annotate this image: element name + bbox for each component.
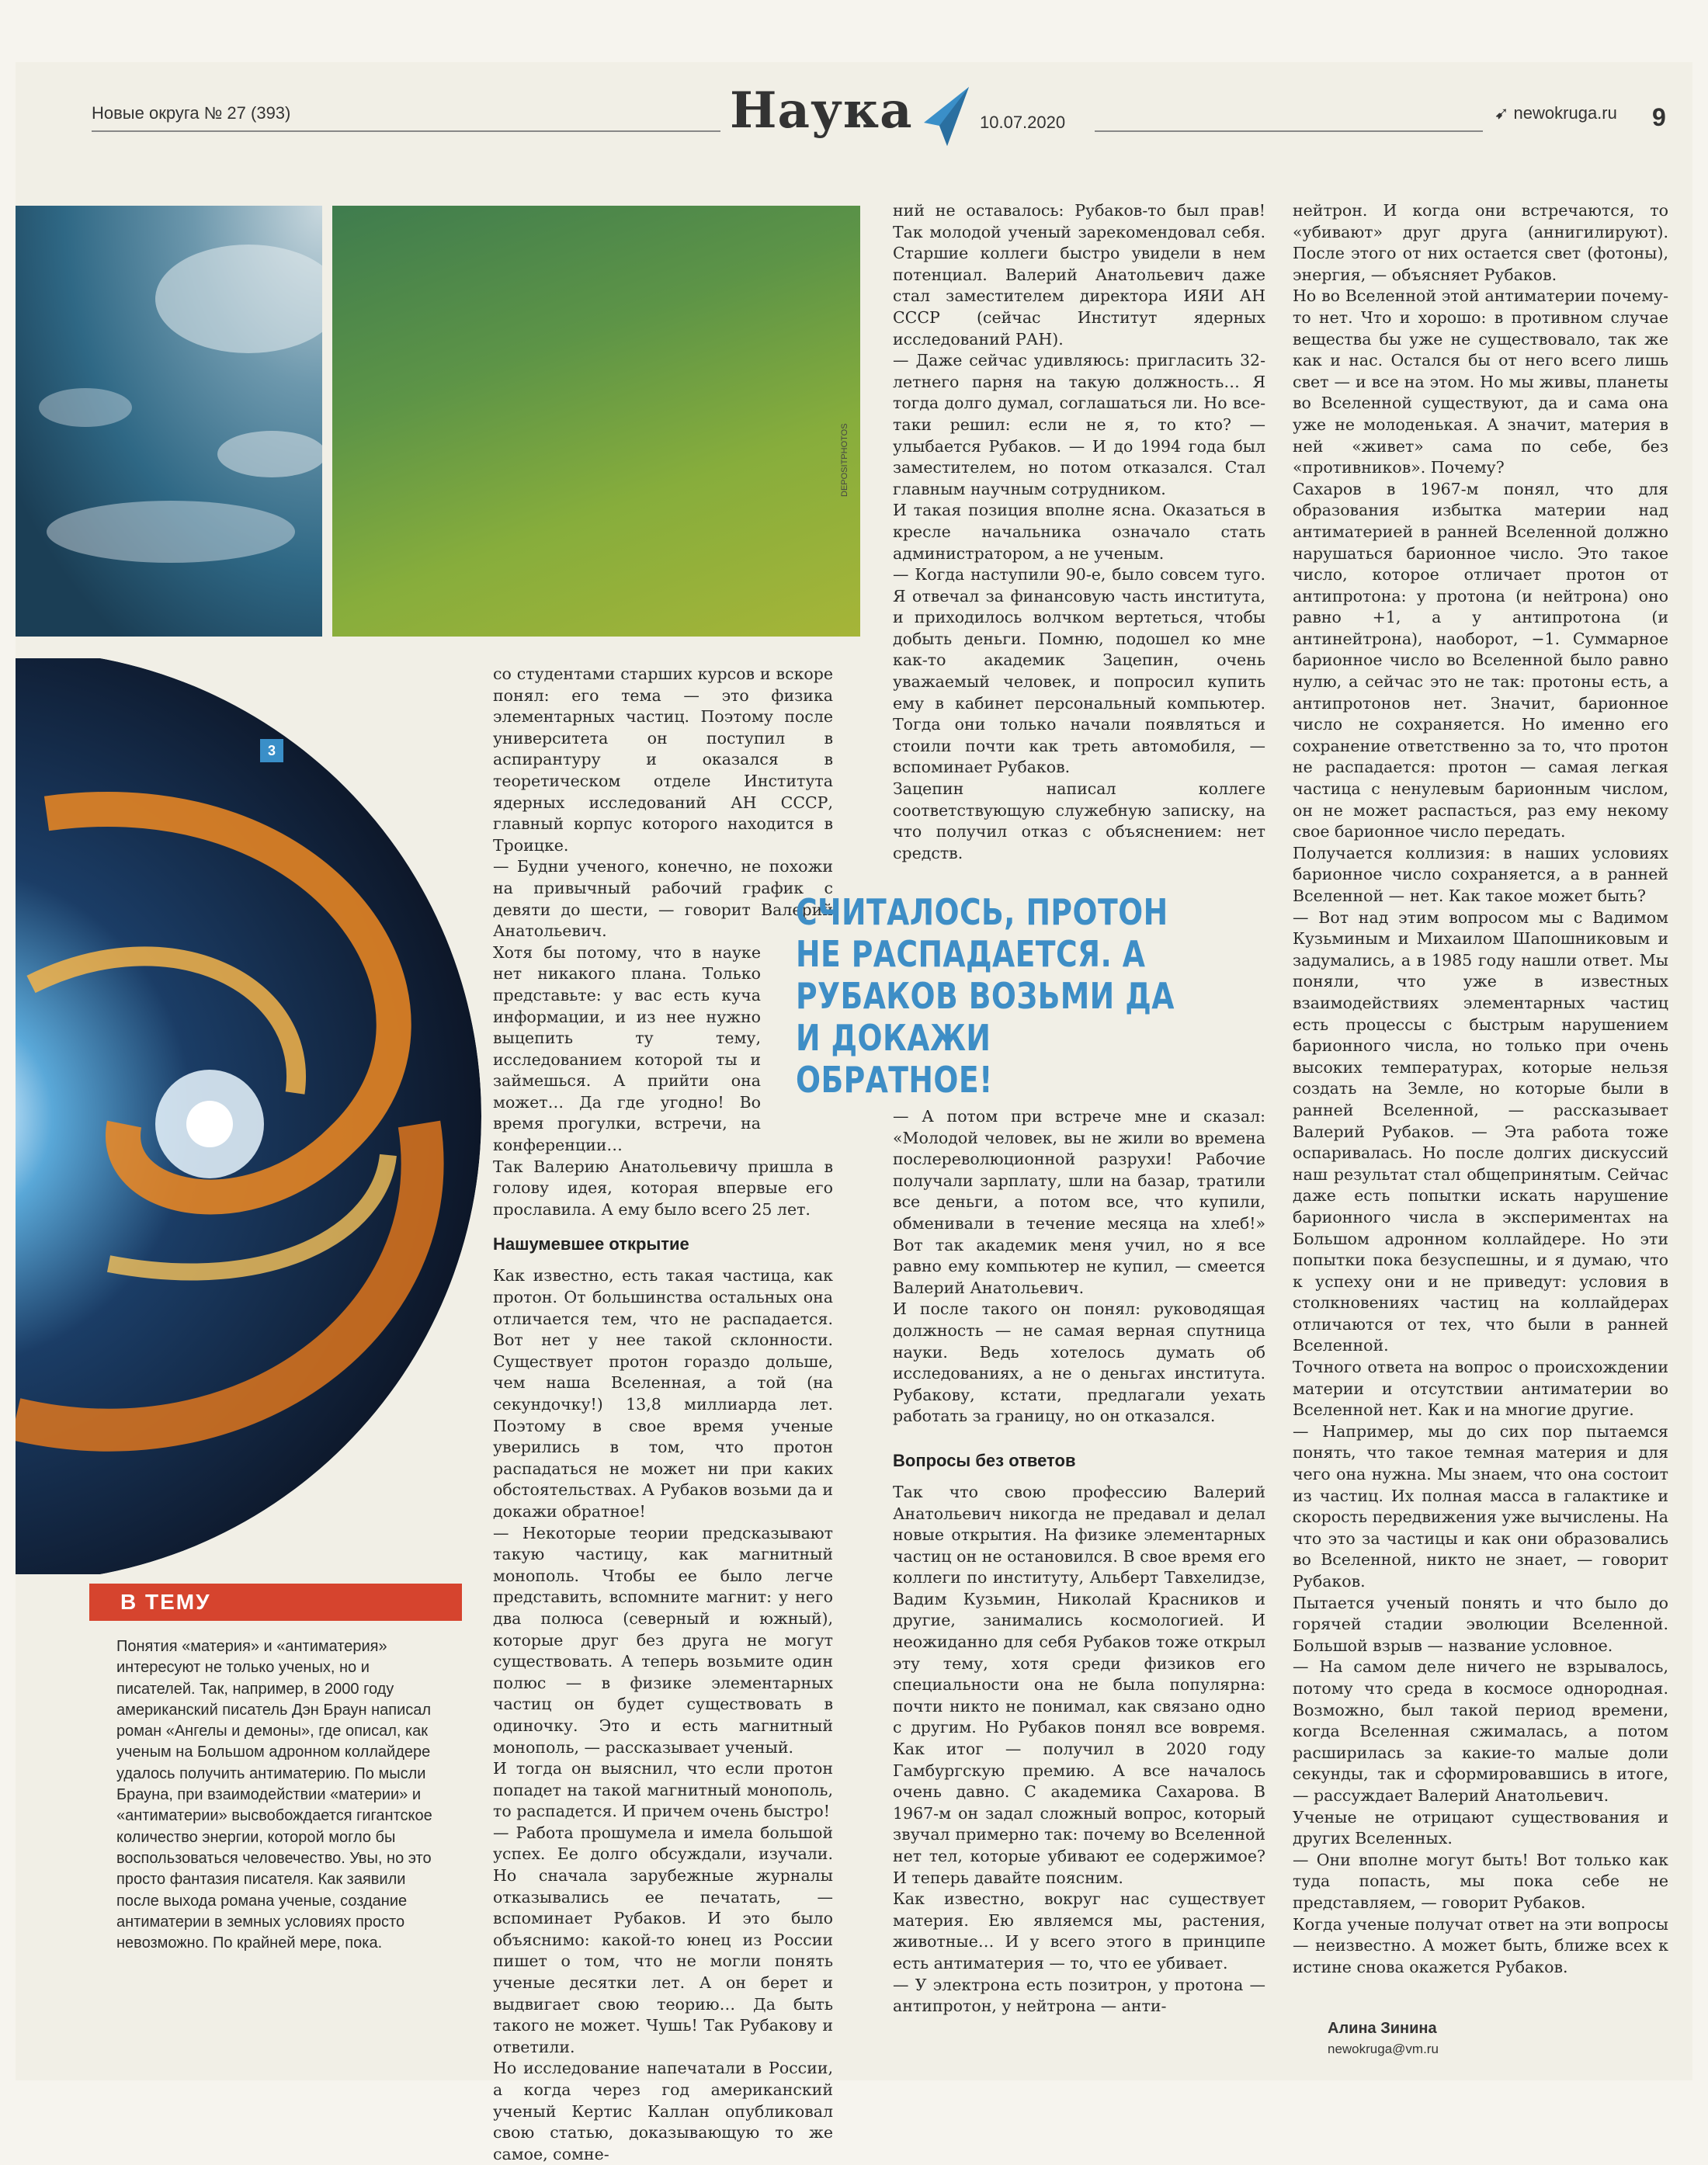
site-label: newokruga.ru bbox=[1513, 103, 1617, 123]
paragraph: Точного ответа на вопрос о происхождении материи и отсутствии антиматерии во Вселенной нет. Как и на многие другие. bbox=[1293, 1358, 1668, 1420]
subheading: Нашумевшее открытие bbox=[493, 1234, 689, 1254]
paragraph: Когда ученые получат ответ на эти вопросы — неизвестно. А может быть, ближе всех к истине снова окажется Рубаков. bbox=[1293, 1914, 1668, 1976]
paragraph: — Они вполне могут быть! Вот только как туда попасть, мы пока себе не представляем, — говорит Рубаков. bbox=[1293, 1850, 1668, 1912]
paragraph: — Когда наступили 90-е, было совсем туго. Я отвечал за финансовую часть института, и приходилось волчком вертеться, чтобы добыть деньги. Помню, подошел ко мне как-то академик Зацепин, очень уважаемый человек, и попросил купить ему в кабинет персональный компьютер. Тогда они только начали появляться и стоили почти как треть автомобиля, — вспоминает Рубаков. bbox=[893, 565, 1265, 777]
earth-photo bbox=[16, 206, 322, 637]
section-title: Наука bbox=[730, 82, 913, 140]
photo-credit: DEPOSITPHOTOS bbox=[840, 423, 849, 497]
site-link[interactable]: ➹ newokruga.ru bbox=[1494, 103, 1617, 123]
paragraph: Но во Вселенной этой антиматерии почему-то нет. Что и хорошо: в противном случае вещества бы уже не существовало, так же как и нас. Остался бы от него всего лишь свет — и все на этом. Но мы живы, планеты во Вселенной существуют, да и сама она уже не молоденькая. А значит, материя в ней «живет» сама по себе, без «противников». Почему? bbox=[1293, 286, 1668, 477]
paragraph: — Некоторые теории предсказывают такую частицу, как магнитный монополь. Чтобы ее было легче представить, вспомните магнит: у него два полюса (северный и южный), которые друг без друга не могут существовать. А теперь возьмите один полюс — в физике элементарных частиц он будет существовать в одиночку. Это и есть магнитный монополь, — рассказывает ученый. bbox=[493, 1523, 833, 1757]
paragraph: со студентами старших курсов и вскоре понял: его тема — это физика элементарных частиц. Поэтому после университета он поступил в аспирантуру и оказался в теоретическом отделе Института ядерных исследований АН СССР, главный корпус которого находится в Троицке. bbox=[493, 664, 833, 855]
author-name: Алина Зинина bbox=[1328, 2020, 1437, 2037]
paragraph: Так что свою профессию Валерий Анатольевич никогда не предавал и делал новые открытия. На физике элементарных частиц он не остановился. В свое время его коллеги по институту, Альберт Тавхелидзе, Вадим Кузьмин, Николай Красников и другие, занимались космологией. И неожиданно для себя Рубаков тоже открыл эту тему, хотя среди физиков его специальности она не была популярна: почти никто не понимал, как связано одно с другим. Но Рубаков понял все вовремя. Как итог — получил в 2020 году Гамбургскую премию. А все началось очень давно. С академика Сахарова. В 1967-м он задал сложный вопрос, который звучал примерно так: почему во Вселенной нет тел, которые убивают ее содержимое? И теперь давайте поясним. bbox=[893, 1482, 1265, 1887]
column-2 bbox=[893, 200, 1265, 864]
issue-date: 10.07.2020 bbox=[980, 113, 1066, 132]
paragraph: — Работа прошумела и имела большой успех. Ее долго обсуждали, изучали. Но сначала зарубежные журналы отказывались ее печатать, — вспоминает Рубаков. И это было объяснимо: какой-то юнец из России пишет о том, что не могли понять ученые десятки лет. А он берет и выдвигает свою теорию… Да быть такого не может. Чушь! Так Рубакову и ответили. bbox=[493, 1823, 833, 2056]
paragraph: нейтрон. И когда они встречаются, то «убивают» друг друга (аннигилируют). После этого от них остается свет (фотоны), энергия, — объясняет Рубаков. bbox=[1293, 201, 1668, 284]
pull-quote: СЧИТАЛОСЬ, ПРОТОН НЕ РАСПАДАЕТСЯ. А РУБАКОВ ВОЗЬМИ ДА И ДОКАЖИ ОБРАТНОЕ! bbox=[796, 891, 1175, 1101]
galaxy-photo bbox=[16, 658, 497, 1574]
header-rule-right bbox=[1095, 130, 1483, 132]
paragraph: Пытается ученый понять и что было до горячей стадии эволюции Вселенной. Большой взрыв — название условное. bbox=[1293, 1593, 1668, 1655]
paragraph: Так Валерию Анатольевичу пришла в голову идея, которая впервые его прославила. А ему было всего 25 лет. bbox=[493, 1157, 833, 1219]
edition-label: Новые округа № 27 (393) bbox=[92, 103, 291, 123]
paragraph: — Например, мы до сих пор пытаемся понять, что такое темная материя и для чего она нужна. Мы знаем, что она состоит из частиц. Их полная масса в галактике и скорость передвижения уже вычислены. На что это за частицы и как они образовались во Вселенной, никто не знает, — говорит Рубаков. bbox=[1293, 1421, 1668, 1591]
paragraph: ний не оставалось: Рубаков-то был прав! Так молодой ученый зарекомендовал себя. Старшие коллеги быстро увидели в нем потенциал. Валерий Анатольевич даже стал заместителем директора ИЯИ АН СССР (сейчас Институт ядерных исследований РАН). bbox=[893, 201, 1265, 349]
paragraph: Хотя бы потому, что в науке нет никакого плана. Только представьте: у вас есть куча информации, и из нее нужно выцепить ту тему, исследованием которой ты и займешься. А прийти она может… Да где угодно! Во время прогулки, встречи, на конференции… bbox=[493, 942, 761, 1155]
header-rule-left bbox=[92, 130, 720, 132]
sidebar-text: Понятия «материя» и «антиматерия» интересуют не только ученых, но и писателей. Так, например, в 2000 году американский писатель Дэн Браун написал роман «Ангелы и демоны», где описал, как ученым на Большом адронном коллайдере удалось получить антиматерию. По мысли Брауна, при взаимодействии «материи» и «антиматерии» высвобождается гигантское количество энергии, которой могло бы воспользоваться человечество. Увы, но это просто фантазия писателя. Как заявили после выхода романа ученые, создание антиматерии в земных условиях просто невозможно. По крайней мере, пока. bbox=[116, 1638, 432, 1952]
author-email[interactable]: newokruga@vm.ru bbox=[1328, 2042, 1439, 2056]
paper-plane-icon bbox=[908, 85, 970, 147]
paragraph: — У электрона есть позитрон, у протона — антипротон, у нейтрона — анти- bbox=[893, 1975, 1265, 2016]
column-2-lower bbox=[893, 1106, 1265, 2018]
subheading: Вопросы без ответов bbox=[893, 1450, 1076, 1470]
green-texture-photo bbox=[332, 206, 860, 637]
paragraph: Получается коллизия: в наших условиях барионное число сохраняется, а в ранней Вселенной — нет. Как такое может быть? bbox=[1293, 843, 1668, 905]
earth-illustration bbox=[16, 206, 322, 637]
paragraph: — Будни ученого, конечно, не похожи на привычный рабочий график с девяти до шести, — говорит Валерий Анатольевич. bbox=[493, 857, 833, 941]
page-number: 9 bbox=[1652, 103, 1666, 131]
paragraph: Как известно, вокруг нас существует материя. Ею являемся мы, растения, животные… И у всего этого в принципе есть антиматерия — то, что ее убивает. bbox=[893, 1889, 1265, 1972]
paragraph: — На самом деле ничего не взрывалось, потому что среда в космосе однородная. Возможно, был такой период времени, когда Вселенная сжималась, а потом расширилась за какие-то малые доли секунды, так и сформировавшись в итоге, — рассуждает Валерий Анатольевич. bbox=[1293, 1657, 1668, 1805]
paragraph: И тогда он выяснил, что если протон попадет на такой магнитный монополь, то распадется. И причем очень быстро! bbox=[493, 1759, 833, 1821]
paragraph: — Даже сейчас удивляюсь: пригласить 32-летнего парня на такую должность… Я тогда долго думал, соглашаться ли. Но все-таки решил: если не я, то кто? — улыбается Рубаков. — И до 1994 года был заместителем, но потом отказался. Стал главным научным сотрудником. bbox=[893, 351, 1265, 498]
column-3 bbox=[1293, 200, 1668, 1978]
paragraph: Ученые не отрицают существования и других Вселенных. bbox=[1293, 1807, 1668, 1848]
paragraph: И после такого он понял: руководящая должность — не самая верная спутница науки. Ведь хотелось думать об исследованиях, а не о деньгах института. Рубакову, кстати, предлагали уехать работать за границу, но он отказался. bbox=[893, 1299, 1265, 1426]
paragraph: И такая позиция вполне ясна. Оказаться в кресле начальника означало стать администратором, а не ученым. bbox=[893, 501, 1265, 563]
galaxy-illustration bbox=[16, 658, 497, 1574]
paragraph: Зацепин написал коллеге соответствующую служебную записку, на что получил отказ с объяснением: нет средств. bbox=[893, 779, 1265, 862]
sidebar-heading: В ТЕМУ bbox=[89, 1584, 462, 1621]
paragraph: — Вот над этим вопросом мы с Вадимом Кузьминым и Михаилом Шапошниковым и задумались, а в 1985 году нашли ответ. Мы поняли, что уже в известных взаимодействиях элементарных частиц есть процессы с быстрым нарушением барионного числа, но только при очень высоких температурах, которые нельзя создать на Земле, но которые были в ранней Вселенной, — рассказывает Валерий Рубаков. — Эта работа тоже оспаривалась. Но после долгих дискуссий наш результат стал общепринятым. Сейчас даже есть попытки искать нарушение барионного числа в экспериментах на Большом адронном коллайдере. Но эти попытки пока безуспешны, и я думаю, что к успеху они и не приведут: условия в столкновениях частиц на коллайдерах отличаются от тех, что были в ранней Вселенной. bbox=[1293, 907, 1668, 1355]
image-number-badge: 3 bbox=[260, 739, 283, 762]
column-1 bbox=[493, 664, 833, 2165]
paragraph: — А потом при встрече мне и сказал: «Молодой человек, вы не жили во времена послереволюционной разрухи! Рабочие получали зарплату, шли на базар, тратили все деньги, а потом все, что купили, обменивали в течение месяца на хлеб!» Вот так академик меня учил, но я все равно ему компьютер не купил, — смеется Валерий Анатольевич. bbox=[893, 1107, 1265, 1297]
paragraph: Как известно, есть такая частица, как протон. От большинства остальных она отличается тем, что не распадается. Вот нет у нее такой склонности. Существует протон гораздо дольше, чем наша Вселенная, а той (на секундочку!) 13,8 миллиарда лет. Поэтому в свое время ученые уверились в том, что протон распадаться не может ни при каких обстоятельствах. А Рубаков возьми да и докажи обратное! bbox=[493, 1266, 833, 1521]
paragraph: Сахаров в 1967-м понял, что для образования избытка материи над антиматерией в ранней Вселенной должно нарушаться барионное число. Это такое число, которое отличает протон от антипротона: у протона (и нейтрона) оно равно +1, а у антипротона (и антинейтрона), наоборот, −1. Суммарное барионное число во Вселенной было равно нулю, а сейчас это не так: протоны есть, а антипротонов нет. Значит, барионное число не сохраняется. Но именно его сохранение ответственно за то, что протон не распадается: протон — самая легкая частица с ненулевым барионным числом, он не может распасться, раз ему некому свое барионное число передать. bbox=[1293, 479, 1668, 841]
paragraph: Но исследование напечатали в России, а когда через год американский ученый Кертис Каллан опубликовал свою статью, доказывающую то же самое, сомне- bbox=[493, 2059, 833, 2163]
